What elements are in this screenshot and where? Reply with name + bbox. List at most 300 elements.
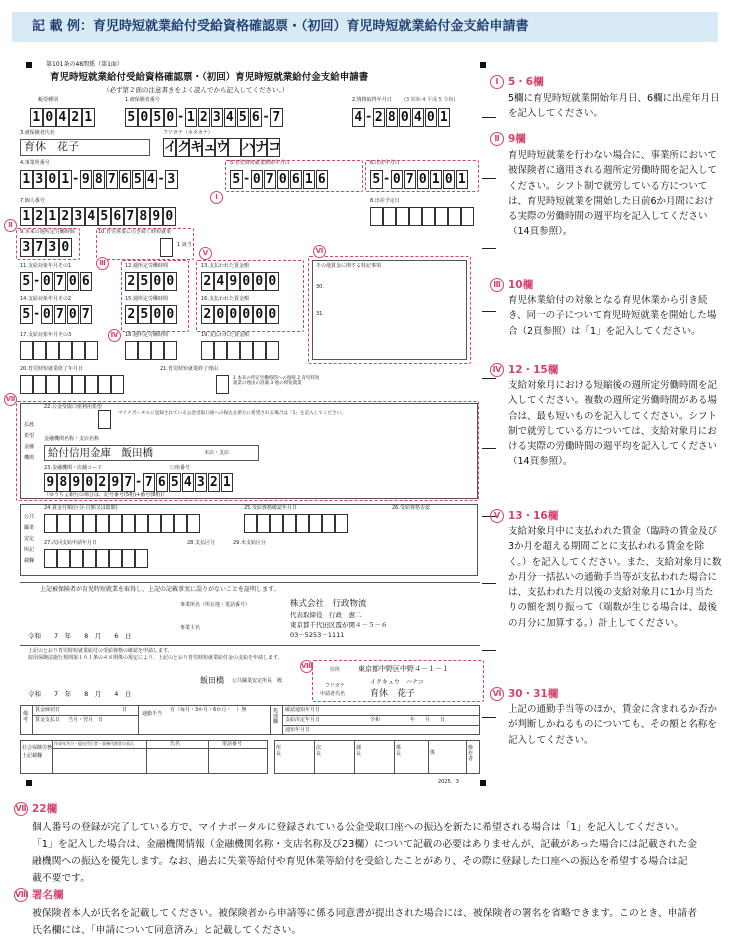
wage3-boxes — [201, 341, 279, 360]
digit-cell — [409, 207, 422, 226]
digit-cell — [83, 514, 96, 533]
digit-cell: 1 — [20, 207, 33, 226]
digit-cell: 6 — [119, 170, 132, 189]
note-body-i: 5欄に育児時短就業開始年月日、6欄に出産年月日を記入してください。 — [508, 93, 720, 120]
digit-cell: 7 — [264, 170, 277, 189]
digit-cell: 7 — [80, 305, 93, 324]
note-heading-iv: Ⅳ 12・15欄 — [490, 362, 558, 377]
digit-cell — [283, 514, 296, 533]
highlight-iv — [121, 260, 189, 332]
field-label-28: 28.支払区分 — [187, 540, 215, 546]
digit-cell: 0 — [443, 170, 456, 189]
digit-cell: 7 — [143, 473, 156, 492]
separator: - — [157, 171, 165, 185]
digit-cell: 7 — [124, 207, 137, 226]
digit-cell — [109, 514, 122, 533]
digit-cell — [174, 514, 187, 533]
applicant-kana-label: フリガナ — [325, 683, 345, 689]
marker-iii: Ⅲ — [96, 257, 109, 270]
digit-cell: 9 — [80, 170, 93, 189]
digit-cell: 0 — [59, 238, 72, 257]
furigana-label: フリガナ（カタカナ） — [163, 130, 213, 136]
wage-cutoff-value: 日 — [122, 707, 128, 713]
digit-cell: 0 — [67, 272, 80, 291]
sharoushi-label: 社会保険労務士記載欄 — [22, 745, 53, 759]
highlight-iii — [96, 228, 194, 260]
digit-cell: 0 — [164, 108, 177, 127]
account-label: 口座番号 — [170, 465, 191, 471]
highlight-viii — [312, 660, 484, 702]
digit-cell — [33, 341, 46, 360]
digit-cell: 5 — [20, 305, 33, 324]
digit-cell: 0 — [46, 170, 59, 189]
digit-cell: 9 — [150, 207, 163, 226]
field-label-13: 13.支払われた賃金額 — [201, 263, 249, 269]
digit-cell: 0 — [266, 305, 279, 324]
digit-cell: 6 — [80, 272, 93, 291]
digit-cell: 0 — [151, 272, 164, 291]
digit-cell: 8 — [57, 473, 70, 492]
field-label-10: 10.育児休業に引き続く時短就業 — [98, 229, 171, 235]
next-apply-boxes — [44, 549, 148, 568]
digit-cell: 8 — [137, 207, 150, 226]
digit-cell — [33, 375, 46, 394]
digit-cell — [85, 375, 98, 394]
digit-cell: 1 — [185, 108, 198, 127]
stamp-col: 係長 — [396, 745, 402, 757]
digit-cell: 1 — [20, 170, 33, 189]
digit-cell: 7 — [404, 170, 417, 189]
cert-text: 上記被保険者が育児時短就業を取得し、上記の記載事実に誤りがないことを証明します。 — [40, 586, 280, 593]
note-body-viii: 被保険者本人が氏名を記載してください。被保険者から申請等に係る同意書が提出された場合には、被保険者の署名を省略できます。このとき、申請者氏名欄には、「申請について同意済み」と記載してください。 — [32, 908, 698, 936]
stamp-col: 所長 — [276, 745, 282, 757]
digit-cell — [257, 514, 270, 533]
sharoushi-col: 氏名 — [170, 741, 181, 747]
digit-cell: 7 — [33, 238, 46, 257]
field-label-20: 20.育児時短就業終了年月日 — [20, 366, 83, 372]
field-label-5: 5.育児時短就業開始年月日 — [230, 160, 290, 166]
field-label-12: 12.週所定労働時間 — [125, 263, 168, 269]
tick-mark — [482, 311, 496, 312]
digit-cell: 6 — [111, 207, 124, 226]
digit-cell: 4 — [145, 170, 158, 189]
digit-cell — [122, 514, 135, 533]
digit-cell — [46, 341, 59, 360]
separator: - — [33, 306, 41, 320]
office-number-boxes — [20, 170, 178, 189]
field-label-18: 18.週所定労働時間 — [125, 332, 168, 338]
applicant-address-label: 住所 — [330, 667, 341, 673]
marker-ii: Ⅱ — [4, 219, 17, 232]
digit-cell — [20, 341, 33, 360]
digit-cell: 0 — [391, 170, 404, 189]
tick-mark — [482, 378, 496, 379]
end-reason-options: 1 本来の所定労働時間への復帰 2 育児時短就業の理由の消滅 3 他の時短就業 — [233, 376, 320, 386]
digit-cell: 0 — [83, 473, 96, 492]
commute-label: 通勤手当 — [142, 711, 163, 717]
digit-cell: ュ — [203, 140, 217, 155]
stamp-col: 次長 — [316, 745, 322, 757]
highlight-vi — [308, 256, 471, 364]
digit-cell — [266, 341, 279, 360]
digit-cell — [244, 514, 257, 533]
tick-mark — [482, 178, 496, 179]
digit-cell: 5 — [237, 108, 250, 127]
digit-cell: 2 — [373, 108, 386, 127]
digit-cell: 6 — [316, 170, 329, 189]
stamp-box — [274, 740, 480, 774]
bank-section-label: 払渡希望金融機関 — [24, 422, 35, 461]
digit-cell: 4 — [224, 108, 237, 127]
digit-cell — [98, 375, 111, 394]
note-body-vii: 個人番号の登録が完了している方で、マイナポータルに登録されている公金受取口座への振込を新たに希望される場合は「1」を記入してください。「1」を記入した場合は、金融機関情報（金融機関名称・支店名称及び23欄）について記載の必要はありませんが、記載があった場合には記載された金融機関への振込を優先します。なお、過去に失業等給付や育児休業等給付を受給したことがあり、その際に登録した口座への振込を希望する場合は記載不要です。 — [32, 822, 697, 884]
digit-cell — [448, 207, 461, 226]
note-body-iii: 育児休業給付の対象となる育児休業から引き続き、同一の子について育児時短就業を開始した場合（2頁参照）は「1」を記入してください。 — [508, 295, 717, 337]
marker-iv: Ⅳ — [108, 329, 121, 342]
digit-cell: 5 — [132, 170, 145, 189]
digit-cell: 1 — [46, 207, 59, 226]
digit-cell: 7 — [122, 473, 135, 492]
field-label-form-type: 帳票種別 — [38, 97, 59, 103]
field-label-1: 1.被保険者番号 — [125, 97, 160, 103]
digit-cell: 0 — [253, 272, 266, 291]
digit-cell — [322, 514, 335, 533]
digit-cell — [138, 341, 151, 360]
digit-cell: 0 — [67, 305, 80, 324]
employer-name: 株式会社 行政物流 — [290, 599, 367, 609]
digit-cell: 4 — [56, 108, 69, 127]
digit-cell: 3 — [20, 238, 33, 257]
digit-cell — [187, 514, 200, 533]
field-label-8: 8.出産予定日 — [370, 198, 400, 204]
digit-cell: 5 — [125, 108, 138, 127]
digit-cell: 0 — [151, 305, 164, 324]
digit-cell — [151, 341, 164, 360]
apply-text: 上記のとおり育児時短就業給付の受給資格の確認を申請します。 — [28, 648, 173, 654]
office-suffix: 公共職業安定所長 殿 — [232, 678, 283, 684]
digit-cell: 0 — [240, 305, 253, 324]
note-body-ii: 育児時短就業を行わない場合に、事業所において被保険者に適用される週所定労働時間を記入してください。シフト制で就労している方については、育児時短就業を開始した日前6か月間における実際の労働時間の週平均を記入してください（14頁参照）。 — [508, 150, 718, 238]
highlight-i-b — [365, 160, 479, 192]
digit-cell: イ — [164, 140, 178, 155]
field-label-19: 19.支払われた賃金額 — [201, 332, 249, 338]
digit-cell: 0 — [399, 108, 412, 127]
digit-cell: 1 — [456, 170, 469, 189]
digit-cell: 5 — [138, 272, 151, 291]
digit-cell: 0 — [277, 170, 290, 189]
digit-cell — [270, 514, 283, 533]
form-title: 育児時短就業給付受給資格確認票・（初回）育児時短就業給付金支給申請書 — [50, 72, 369, 83]
digit-cell: 7 — [270, 108, 283, 127]
digit-cell: 1 — [430, 170, 443, 189]
digit-cell: 9 — [70, 473, 83, 492]
field-label-23: 23.金融機関・店舗コード — [44, 465, 102, 471]
tick-mark — [482, 650, 496, 651]
month1-boxes — [20, 272, 93, 291]
digit-cell: 1 — [30, 108, 43, 127]
remarks-label: 備考 — [23, 711, 29, 723]
highlight-v — [196, 260, 304, 332]
digit-cell: 5 — [20, 272, 33, 291]
field-label-7: 7.個人番号 — [20, 198, 45, 204]
digit-cell — [46, 375, 59, 394]
digit-cell: 0 — [214, 305, 227, 324]
field-label-30: 30. — [316, 284, 324, 290]
separator: - — [262, 109, 270, 123]
decision-label: 確認通知年月日 — [285, 707, 321, 713]
digit-cell: 3 — [195, 473, 208, 492]
eligibility-date-boxes — [244, 514, 348, 533]
digit-cell: 1 — [82, 108, 95, 127]
employer-label: 事業所名（所在地・電話番号） — [180, 602, 251, 608]
digit-cell — [125, 341, 138, 360]
digit-cell: 9 — [44, 473, 57, 492]
end-reason-box — [216, 375, 229, 394]
marker-vii: Ⅶ — [4, 393, 17, 406]
form-ref: 第101条の48関係（第1面） — [46, 61, 123, 68]
tick-mark — [482, 117, 496, 118]
field-label-24: 24.賃金月額(区分-日額又は総額) — [44, 505, 118, 511]
digit-cell — [96, 514, 109, 533]
applicant-address: 東京都中野区中野４－１－１ — [358, 665, 449, 673]
digit-cell: キ — [190, 140, 204, 155]
digit-cell — [44, 549, 57, 568]
digit-cell: 8 — [93, 170, 106, 189]
digit-cell — [20, 375, 33, 394]
digit-cell — [122, 549, 135, 568]
employer-owner-label: 事業主名 — [180, 625, 201, 631]
field-label-14: 14.支給対象年月その2 — [20, 296, 72, 302]
digit-cell: 4 — [214, 272, 227, 291]
digit-cell — [83, 549, 96, 568]
hours3-boxes — [125, 341, 177, 360]
field-label-16: 16.支払われた賃金額 — [201, 296, 249, 302]
digit-cell: ナ — [255, 140, 269, 155]
digit-cell: 0 — [251, 170, 264, 189]
digit-cell: 5 — [370, 170, 383, 189]
stamp-col: 操作者 — [468, 745, 474, 762]
digit-cell: 2 — [33, 207, 46, 226]
individual-number-boxes — [20, 207, 176, 226]
yucho-note: （ゆうちょ銀行の場合は、記号番号(5桁)+番号(8桁)） — [44, 492, 168, 498]
digit-cell — [96, 549, 109, 568]
insured-number-boxes — [125, 108, 283, 127]
digit-cell — [59, 341, 72, 360]
digit-cell: 0 — [253, 305, 266, 324]
month3-boxes — [20, 341, 98, 360]
digit-cell: 2 — [201, 272, 214, 291]
employer-rep: 代表取締役 行政 憲二 — [290, 611, 362, 619]
digit-cell: 0 — [227, 305, 240, 324]
digit-cell — [164, 341, 177, 360]
digit-cell — [383, 207, 396, 226]
field-label-29: 29.未支給区分 — [233, 540, 266, 546]
wage-pay-label: 賃金支払日 — [35, 717, 61, 723]
digit-cell: 7 — [106, 170, 119, 189]
field-label-11: 11.支給対象年月その1 — [20, 263, 72, 269]
digit-cell: 4 — [352, 108, 365, 127]
separator: - — [177, 109, 185, 123]
tick-mark — [482, 248, 496, 249]
digit-cell — [109, 549, 122, 568]
digit-cell: 0 — [41, 305, 54, 324]
note-heading-viii: Ⅷ 署名欄 — [15, 889, 64, 901]
bank-suffix: 本店・支店 — [204, 450, 230, 456]
corner-mark — [480, 780, 486, 786]
end-date-boxes — [20, 375, 124, 394]
field-label-3: 3.被保険者氏名 — [20, 130, 55, 136]
digit-cell: 5 — [230, 170, 243, 189]
wage-cutoff-label: 賃金締切日 — [35, 707, 61, 713]
digit-cell: 0 — [164, 305, 177, 324]
month2-boxes — [20, 305, 93, 324]
digit-cell: 3 — [165, 170, 178, 189]
employer-tel: 03－5253－1111 — [290, 631, 345, 639]
bank-name: 給付信用金庫 飯田橋 — [48, 447, 153, 459]
corner-mark — [480, 62, 486, 68]
field-label-21: 21.育児時短就業終了理由 — [160, 366, 218, 372]
digit-cell: 0 — [266, 272, 279, 291]
digit-cell: 4 — [412, 108, 425, 127]
separator: - — [365, 109, 373, 123]
applicant-name-label: 申請者氏名 — [320, 691, 346, 697]
corner-mark — [26, 62, 32, 68]
digit-cell — [85, 341, 98, 360]
insured-kana-boxes — [163, 138, 280, 157]
stamp-col: 課長 — [356, 745, 362, 757]
tick-mark — [482, 583, 496, 584]
ymd-label: 年 月 日 — [410, 717, 446, 723]
marker-vi: Ⅵ — [313, 245, 326, 258]
digit-cell: ハ — [242, 140, 256, 155]
digit-cell: 5 — [169, 473, 182, 492]
corner-mark — [26, 780, 32, 786]
digit-cell: 6 — [250, 108, 263, 127]
wage-monthly-boxes — [44, 514, 200, 533]
digit-cell: 1 — [438, 108, 451, 127]
field-label-27: 27.次回支給申請年月日 — [44, 540, 97, 546]
employer-address: 東京都千代田区霞が関４－５－６ — [290, 621, 388, 629]
field-label-4: 4.事業所番号 — [20, 160, 50, 166]
note-heading-ii: Ⅱ 9欄 — [490, 131, 526, 146]
digit-cell: 2 — [59, 207, 72, 226]
apply-text-2: 雇用保険法施行規則第１０１条の４８関係の規定により、上記のとおり育児時短就業給付金の支給を申請します。 — [28, 655, 283, 661]
cert-date: 令和 7 年 8 月 6 日 — [28, 632, 132, 640]
digit-cell — [44, 514, 57, 533]
digit-cell — [214, 341, 227, 360]
digit-cell: 3 — [33, 170, 46, 189]
digit-cell: 1 — [221, 473, 234, 492]
digit-cell: 0 — [425, 108, 438, 127]
separator: - — [243, 171, 251, 185]
digit-cell: ク — [177, 140, 191, 155]
note-heading-vii: Ⅶ 22欄 — [15, 803, 58, 815]
reiwa-label: 令和 — [370, 717, 381, 723]
form-version: 2025．3 — [438, 779, 459, 785]
highlight-ii — [16, 228, 80, 260]
digit-cell — [135, 514, 148, 533]
digit-cell — [309, 514, 322, 533]
digit-cell: 2 — [69, 108, 82, 127]
digit-cell: コ — [268, 140, 282, 155]
form-note: （必ず第２面の注意書きをよく読んでから記入してください。） — [103, 86, 289, 94]
digit-cell — [201, 341, 214, 360]
separator: - — [383, 171, 391, 185]
digit-cell: 2 — [125, 305, 138, 324]
digit-cell: 5 — [138, 305, 151, 324]
digit-cell: 9 — [227, 272, 240, 291]
digit-cell — [72, 375, 85, 394]
digit-cell — [59, 375, 72, 394]
process-label: 処理欄 — [273, 708, 279, 725]
digit-cell: 8 — [386, 108, 399, 127]
digit-cell: 2 — [96, 473, 109, 492]
digit-cell — [228, 138, 241, 157]
digit-cell: 0 — [417, 170, 430, 189]
digit-cell — [435, 207, 448, 226]
bank-name-label: 金融機関名称・支店名称 — [44, 436, 100, 442]
field-label-9: 9.本来の週所定労働時間 — [20, 229, 75, 235]
separator: - — [33, 273, 41, 287]
field-label-15: 15.週所定労働時間 — [125, 296, 168, 302]
digit-cell: 2 — [208, 473, 221, 492]
digit-cell — [216, 375, 229, 394]
digit-cell: ウ — [216, 140, 230, 155]
digit-cell: 5 — [151, 108, 164, 127]
acquisition-date-boxes — [352, 108, 451, 127]
marker-v: Ⅴ — [199, 247, 212, 260]
digit-cell: 0 — [43, 108, 56, 127]
field-hint-10: 1 該当 — [177, 242, 192, 248]
note-heading-vi: Ⅵ 30・31欄 — [490, 686, 558, 701]
digit-cell — [240, 341, 253, 360]
field-label-25: 25.受給資格確認年月日 — [244, 505, 297, 511]
digit-cell — [70, 514, 83, 533]
digit-cell: 0 — [41, 272, 54, 291]
stamp-col: 係 — [430, 750, 436, 756]
digit-cell: 0 — [163, 207, 176, 226]
digit-cell: 3 — [211, 108, 224, 127]
digit-cell: 4 — [85, 207, 98, 226]
digit-cell — [396, 207, 409, 226]
digit-cell — [370, 207, 383, 226]
separator: - — [135, 474, 143, 488]
marker-i: Ⅰ — [210, 191, 223, 204]
field-note-22: マイナポータルに登録されている公金受取口座への振込を新たに希望される場合は「1」を記入してください。 — [118, 411, 346, 416]
digit-cell — [335, 514, 348, 533]
field-label-26: 26.受給資格否認 — [392, 505, 430, 511]
field-hint-2: (3 昭和 4 平成 5 令和) — [404, 97, 456, 103]
digit-cell: 2 — [125, 272, 138, 291]
note-body-v: 支給対象月中に支払われた賃金（臨時の賃金及び3か月を超える期間ごとに支払われる賃金を除く。）を記入してください。また、支給対象月に数か月分一括払いの通勤手当等が支払われた場合には、支払われた月以後の支給対象月に1か月当たりの額を割り振って（端数が生じる場合は、最後の月分に加算する。）計上してください。 — [508, 526, 722, 629]
note-heading-i: Ⅰ 5・6欄 — [490, 74, 544, 89]
digit-cell — [135, 549, 148, 568]
digit-cell: 0 — [138, 108, 151, 127]
digit-cell — [148, 514, 161, 533]
digit-cell: 6 — [290, 170, 303, 189]
field-label-17: 17.支給対象年月その3 — [20, 332, 72, 338]
digit-cell — [227, 341, 240, 360]
applicant-name: 育休 花子 — [370, 689, 416, 699]
field-label-6: 6.出産年月日 — [370, 160, 400, 166]
digit-cell — [253, 341, 266, 360]
tick-mark — [482, 717, 496, 718]
decision2-label: 支給決定年月日 — [285, 717, 321, 723]
field-label-2: 2.資格取得年月日 — [352, 97, 392, 103]
sharoushi-col: 電話番号 — [222, 741, 243, 747]
applicant-kana: イクキュウ ハナコ — [370, 679, 424, 686]
digit-cell: 3 — [46, 238, 59, 257]
